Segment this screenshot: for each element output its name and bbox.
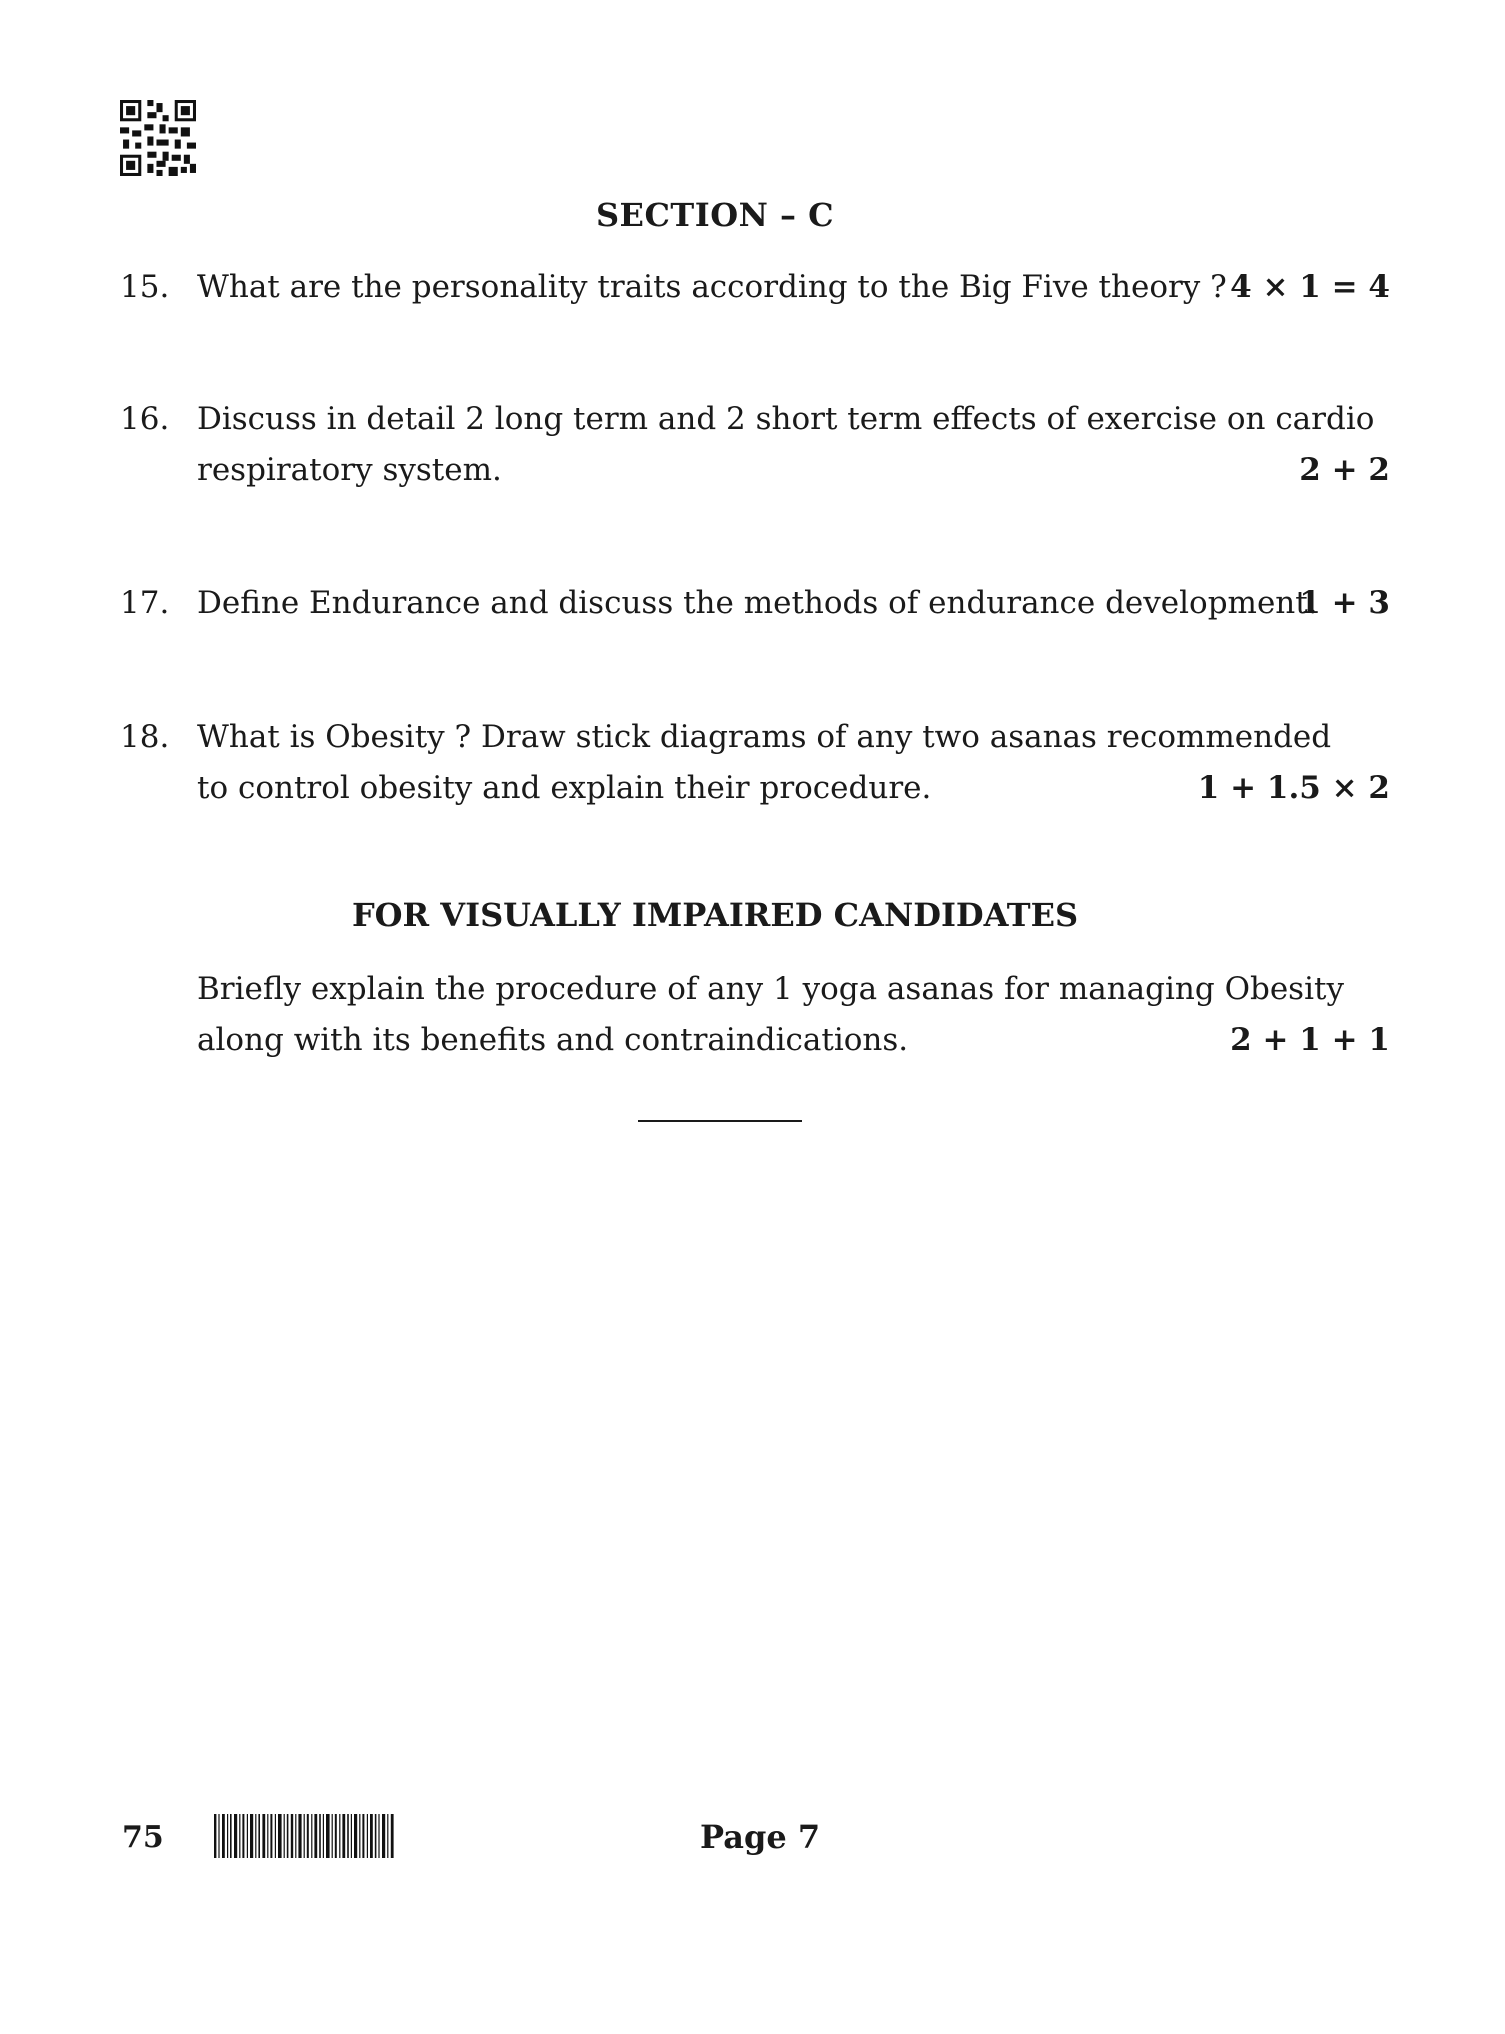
question-number: 15. bbox=[120, 269, 170, 305]
qr-code-icon bbox=[120, 100, 196, 176]
question-text: respiratory system. bbox=[197, 452, 502, 488]
page-number: Page 7 bbox=[700, 1818, 821, 1856]
section-title: SECTION – C bbox=[595, 196, 835, 234]
barcode-icon bbox=[214, 1814, 394, 1858]
question-marks: 2 + 1 + 1 bbox=[1230, 1022, 1390, 1058]
question-text: What are the personality traits according to the Big Five theory ? bbox=[197, 269, 1227, 305]
question-number: 18. bbox=[120, 719, 170, 755]
end-divider bbox=[638, 1120, 802, 1122]
question-text: along with its benefits and contraindications. bbox=[197, 1022, 909, 1058]
question-text: to control obesity and explain their procedure. bbox=[197, 770, 932, 806]
question-marks: 1 + 1.5 × 2 bbox=[1197, 770, 1390, 806]
paper-code: 75 bbox=[122, 1820, 164, 1855]
question-number: 17. bbox=[120, 585, 170, 621]
question-marks: 2 + 2 bbox=[1299, 452, 1390, 488]
question-text: What is Obesity ? Draw stick diagrams of any two asanas recommended bbox=[197, 719, 1332, 755]
question-marks: 1 + 3 bbox=[1299, 585, 1390, 621]
question-marks: 4 × 1 = 4 bbox=[1230, 269, 1390, 305]
visually-impaired-title: FOR VISUALLY IMPAIRED CANDIDATES bbox=[351, 896, 1079, 934]
question-text: Briefly explain the procedure of any 1 yoga asanas for managing Obesity bbox=[197, 971, 1344, 1007]
question-text: Define Endurance and discuss the methods of endurance development. bbox=[197, 585, 1318, 621]
question-number: 16. bbox=[120, 401, 170, 437]
question-text: Discuss in detail 2 long term and 2 short term effects of exercise on cardio bbox=[197, 401, 1375, 437]
